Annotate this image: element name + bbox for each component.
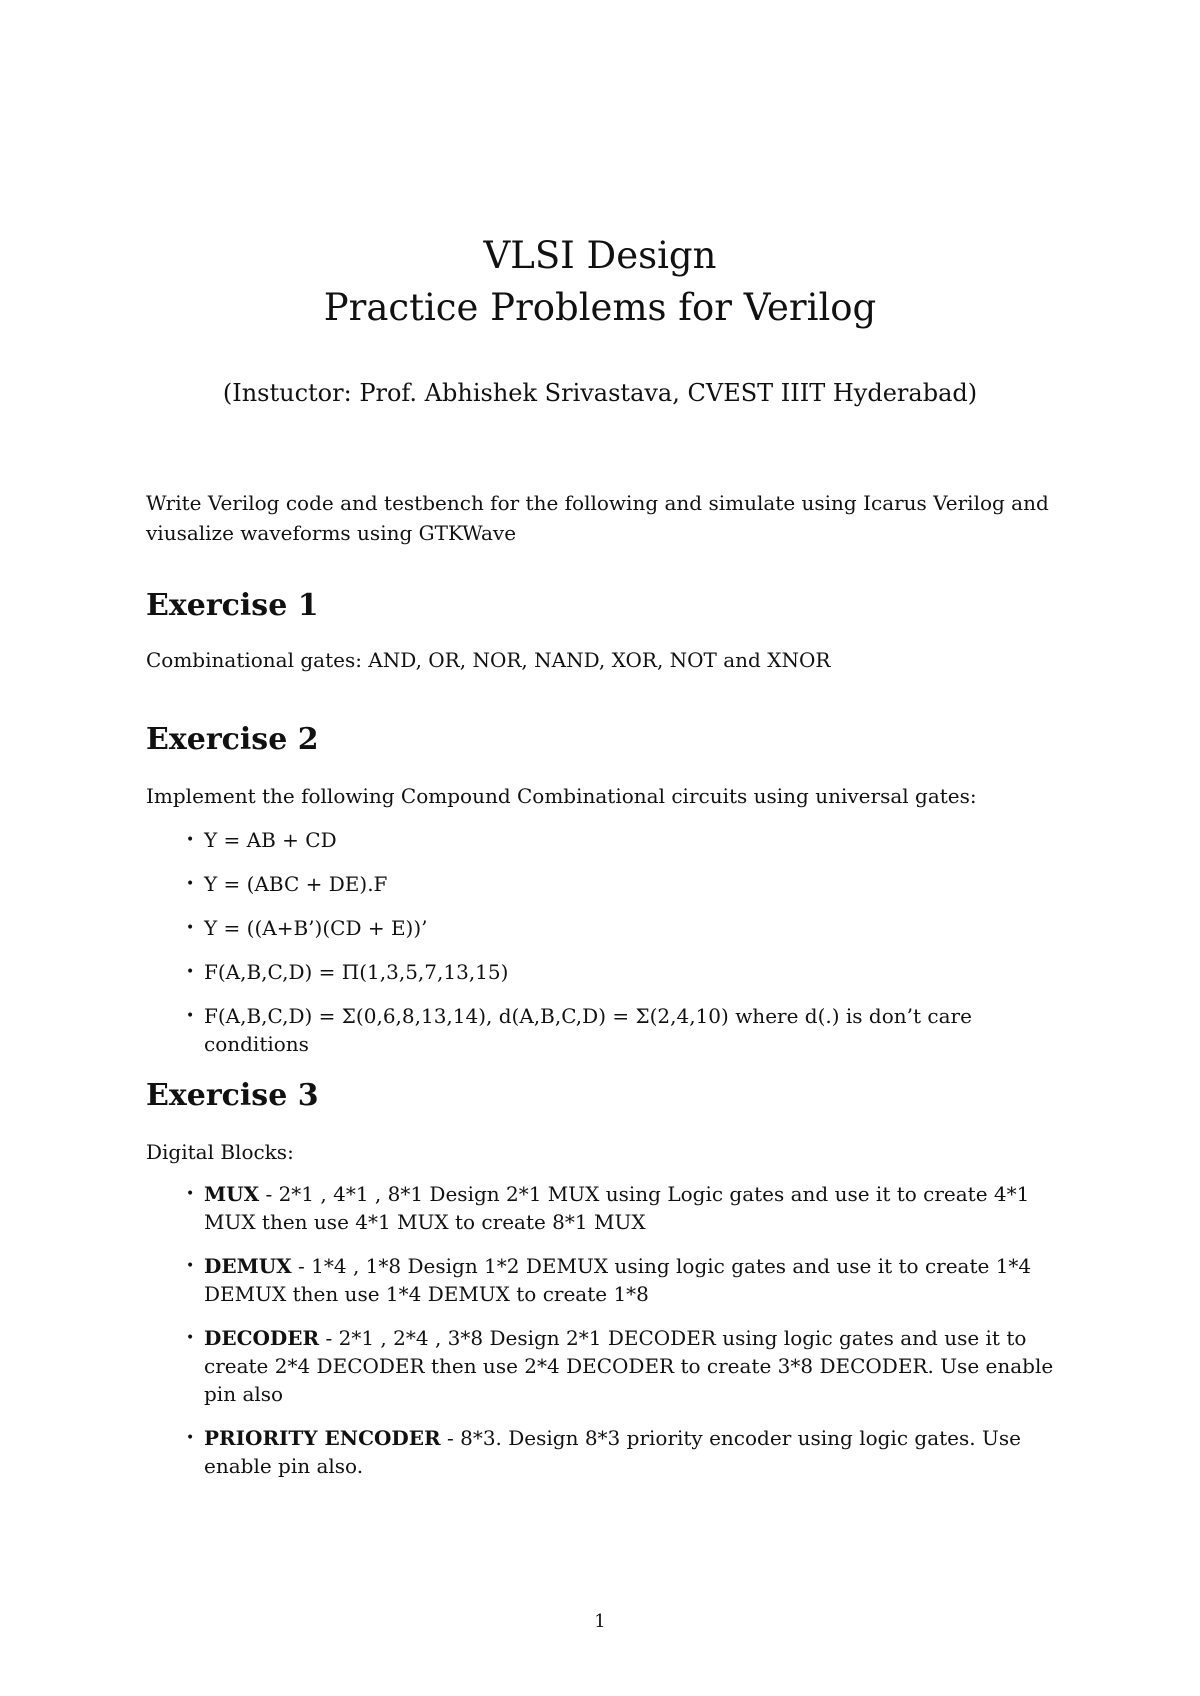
bullet-icon: • (186, 920, 195, 936)
list-item (146, 914, 1066, 942)
list-item-text: - 1*4 , 1*8 Design 1*2 DEMUX using logic gates and use it to create 1*4 DEMUX then use 1*4 DEMUX to create 1*8 (204, 1254, 1032, 1306)
bullet-icon: • (186, 1258, 195, 1274)
list-item (146, 1002, 1066, 1058)
list-item-text: - 2*1 , 4*1 , 8*1 Design 2*1 MUX using Logic gates and use it to create 4*1 MUX then use 4*1 MUX to create 8*1 MUX (204, 1182, 1030, 1234)
exercise-2-section (146, 720, 1066, 1058)
list-item (146, 870, 1066, 898)
intro-paragraph: Write Verilog code and testbench for the following and simulate using Icarus Verilog and viusalize waveforms using GTKWave (146, 491, 1049, 545)
title-line-1: VLSI Design (483, 234, 717, 277)
list-item-text: Y = AB + CD (204, 828, 337, 852)
list-item (146, 1424, 1066, 1480)
title-line-2: Practice Problems for Verilog (323, 286, 877, 329)
list-item-term: DECODER (204, 1326, 320, 1350)
exercise-1-section (146, 586, 1066, 674)
bullet-icon: • (186, 964, 195, 980)
list-item (146, 958, 1066, 986)
bullet-icon: • (186, 1186, 195, 1202)
list-item-text: F(A,B,C,D) = Σ(0,6,8,13,14), d(A,B,C,D) = Σ(2,4,10) where d(.) is don’t care conditions (204, 1004, 972, 1056)
exercise-1-description: Combinational gates: AND, OR, NOR, NAND, XOR, NOT and XNOR (146, 648, 831, 672)
exercise-2-list (146, 826, 1066, 1058)
list-item-text: F(A,B,C,D) = Π(1,3,5,7,13,15) (204, 960, 509, 984)
exercise-3-list (146, 1180, 1066, 1480)
exercise-3-heading: Exercise 3 (146, 1078, 319, 1113)
exercise-3-section (146, 1076, 1066, 1480)
exercise-3-description: Digital Blocks: (146, 1140, 294, 1164)
bullet-icon: • (186, 1008, 195, 1024)
exercise-2-heading: Exercise 2 (146, 722, 319, 757)
list-item-term: MUX (204, 1182, 260, 1206)
bullet-icon: • (186, 876, 195, 892)
list-item-text: - 8*3. Design 8*3 priority encoder using logic gates. Use enable pin also. (204, 1426, 1021, 1478)
list-item-term: PRIORITY ENCODER (204, 1426, 441, 1450)
list-item (146, 1180, 1066, 1236)
list-item (146, 1252, 1066, 1308)
exercise-1-heading: Exercise 1 (146, 588, 319, 623)
exercise-2-description: Implement the following Compound Combinational circuits using universal gates: (146, 784, 977, 808)
list-item (146, 826, 1066, 854)
list-item-term: DEMUX (204, 1254, 292, 1278)
instructor-subtitle: (Instuctor: Prof. Abhishek Srivastava, CVEST IIIT Hyderabad) (222, 379, 978, 407)
list-item (146, 1324, 1066, 1408)
document-title (0, 230, 1200, 334)
bullet-icon: • (186, 832, 195, 848)
list-item-text: Y = (ABC + DE).F (204, 872, 388, 896)
list-item-text: Y = ((A+B’)(CD + E))’ (204, 916, 428, 940)
bullet-icon: • (186, 1330, 195, 1346)
bullet-icon: • (186, 1430, 195, 1446)
page-number: 1 (594, 1611, 606, 1632)
list-item-text: - 2*1 , 2*4 , 3*8 Design 2*1 DECODER using logic gates and use it to create 2*4 DECODER then use 2*4 DECODER to create 3*8 DECODER. Use enable pin also (204, 1326, 1054, 1406)
